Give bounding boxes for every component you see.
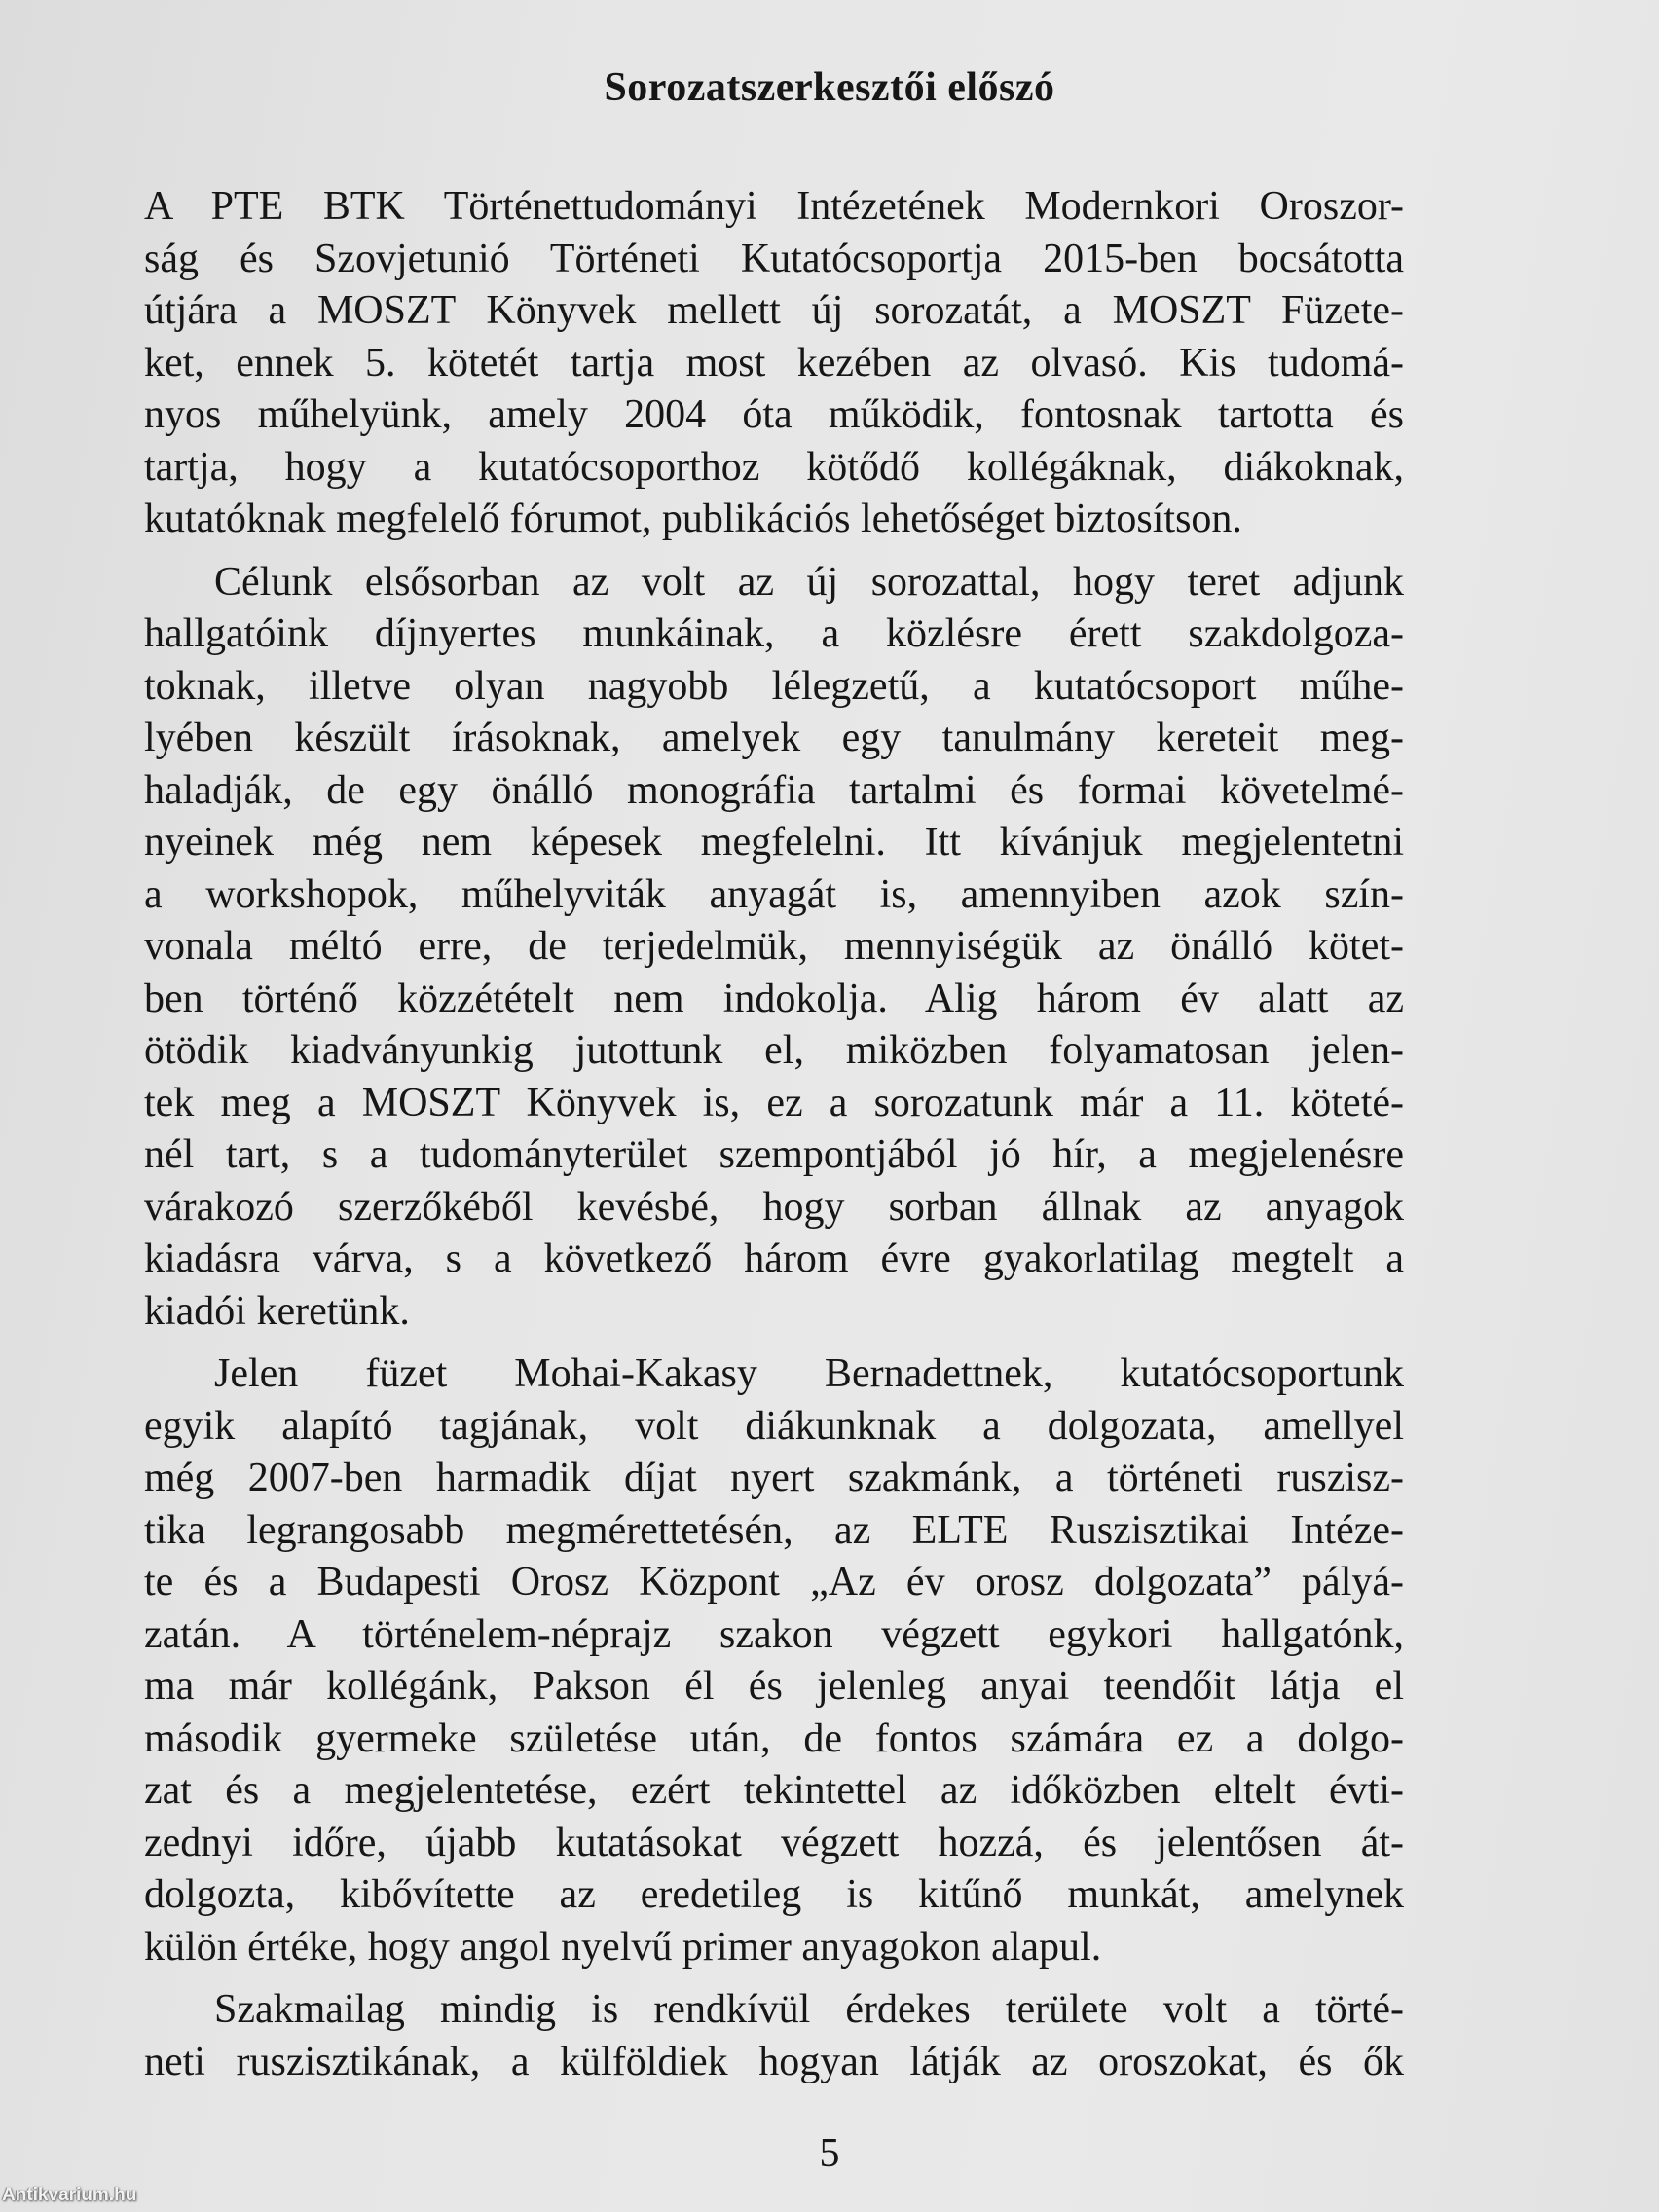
text-line: útjára a MOSZT Könyvek mellett új sorozatát, a MOSZT Füzete- — [144, 288, 1404, 333]
text-line: nyeinek még nem képesek megfelelni. Itt kívánjuk megjelentetni — [144, 820, 1404, 865]
paragraph — [144, 1984, 1404, 2088]
text-line: Célunk elsősorban az volt az új sorozattal, hogy teret adjunk — [214, 559, 1404, 605]
paragraph — [144, 557, 1404, 1339]
text-line: nél tart, s a tudományterület szempontjából jó hír, a megjelenésre — [144, 1132, 1404, 1177]
text-line: dolgozta, kibővítette az eredetileg is kitűnő munkát, amelynek — [144, 1872, 1404, 1917]
page-title: Sorozatszerkesztői előszó — [604, 65, 1055, 110]
text-line: tika legrangosabb megmérettetésén, az ELTE Ruszisztikai Intéze- — [144, 1507, 1404, 1553]
text-line: te és a Budapesti Orosz Központ „Az év orosz dolgozata” pályá- — [144, 1560, 1404, 1604]
text-line: tartja, hogy a kutatócsoporthoz kötődő kollégáknak, diákoknak, — [144, 444, 1404, 490]
paragraph — [144, 1348, 1404, 1973]
paragraph — [144, 181, 1404, 546]
text-line: még 2007-ben harmadik díjat nyert szakmánk, a történeti ruszisz- — [144, 1456, 1404, 1500]
text-line: kiadói keretünk. — [144, 1288, 410, 1334]
text-line: külön értéke, hogy angol nyelvű primer anyagokon alapul. — [144, 1924, 1102, 1970]
text-line: ket, ennek 5. kötetét tartja most kezében az olvasó. Kis tudomá- — [144, 340, 1404, 386]
text-line: ötödik kiadványunkig jutottunk el, miközben folyamatosan jelen- — [144, 1028, 1404, 1073]
text-line: vonala méltó erre, de terjedelmük, mennyiségük az önálló kötet- — [144, 924, 1404, 969]
watermark: Antikvarium.hu — [2, 2185, 137, 2205]
text-line: egyik alapító tagjának, volt diákunknak a dolgozata, amellyel — [144, 1403, 1404, 1449]
text-line: hallgatóink díjnyertes munkáinak, a közlésre érett szakdolgoza- — [144, 611, 1404, 656]
text-line: lyében készült írásoknak, amelyek egy tanulmány kereteit meg- — [144, 716, 1404, 760]
text-line: zednyi időre, újabb kutatásokat végzett hozzá, és jelentősen át- — [144, 1820, 1404, 1865]
text-line: zat és a megjelentetése, ezért tekintettel az időközben eltelt évti- — [144, 1768, 1404, 1813]
text-line: neti ruszisztikának, a külföldiek hogyan látják az oroszokat, és ők — [144, 2039, 1404, 2084]
text-line: második gyermeke születése után, de fontos számára ez a dolgo- — [144, 1715, 1404, 1761]
text-line: Jelen füzet Mohai-Kakasy Bernadettnek, kutatócsoportunk — [214, 1351, 1404, 1396]
text-line: a workshopok, műhelyviták anyagát is, amennyiben azok szín- — [144, 871, 1404, 917]
page-number: 5 — [819, 2131, 840, 2176]
text-line: Szakmailag mindig is rendkívül érdekes területe volt a törté- — [214, 1987, 1404, 2032]
body-text — [144, 181, 1404, 2099]
text-line: tek meg a MOSZT Könyvek is, ez a sorozatunk már a 11. köteté- — [144, 1080, 1404, 1125]
text-line: kiadásra várva, s a következő három évre gyakorlatilag megtelt a — [144, 1236, 1404, 1281]
text-line: zatán. A történelem-néprajz szakon végzett egykori hallgatónk, — [144, 1611, 1404, 1657]
text-line: haladják, de egy önálló monográfia tartalmi és formai követelmé- — [144, 767, 1404, 813]
text-line: ben történő közzétételt nem indokolja. Alig három év alatt az — [144, 976, 1404, 1021]
text-line: nyos műhelyünk, amely 2004 óta működik, fontosnak tartotta és — [144, 392, 1404, 437]
text-line: kutatóknak megfelelő fórumot, publikációs lehetőséget biztosítson. — [144, 497, 1242, 541]
text-line: várakozó szerzőkéből kevésbé, hogy sorban állnak az anyagok — [144, 1184, 1404, 1230]
text-line: toknak, illetve olyan nagyobb lélegzetű, a kutatócsoport műhe- — [144, 663, 1404, 709]
text-line: A PTE BTK Történettudományi Intézetének Modernkori Oroszor- — [144, 184, 1404, 229]
text-line: ma már kollégánk, Pakson él és jelenleg anyai teendőit látja el — [144, 1664, 1404, 1709]
text-line: ság és Szovjetunió Történeti Kutatócsoportja 2015-ben bocsátotta — [144, 236, 1404, 281]
